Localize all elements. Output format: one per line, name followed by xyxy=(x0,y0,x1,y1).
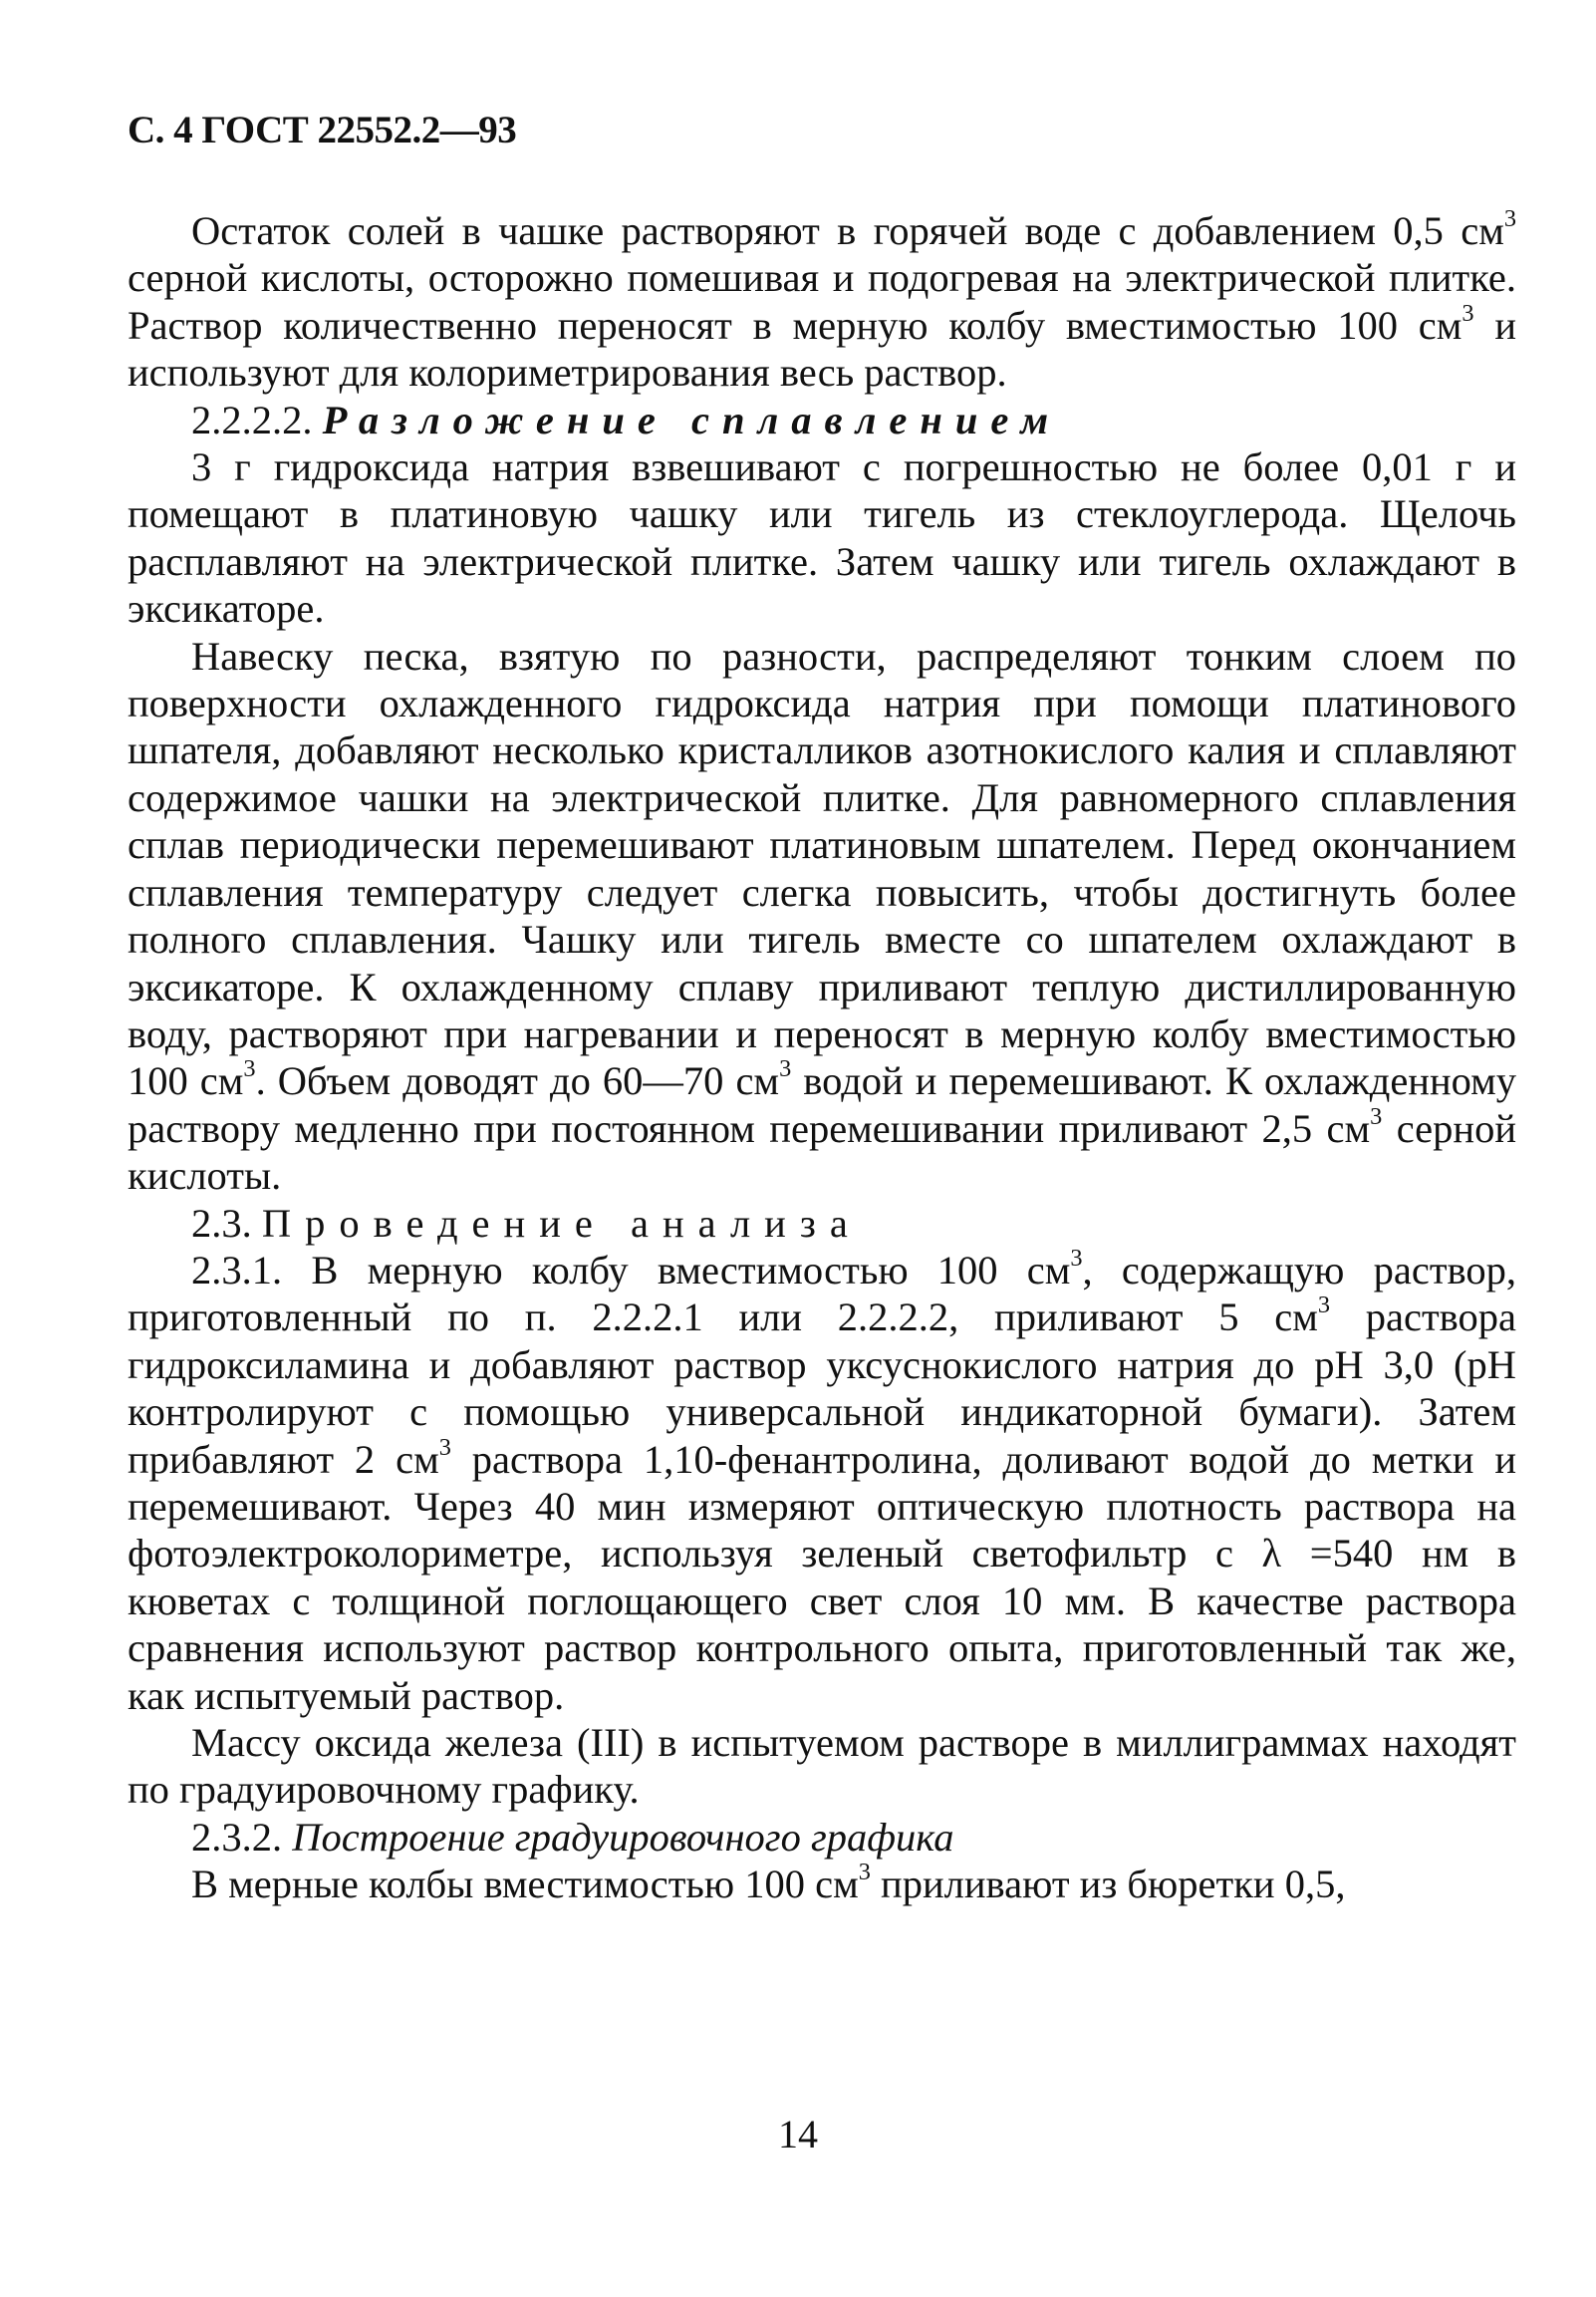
section-title-analysis: Проведение анализа xyxy=(261,1200,862,1246)
paragraph-volumetric-flasks: В мерные колбы вместимостью 100 $см^3$ приливают из бюретки 0,5, xyxy=(191,1859,1346,1907)
section-heading-2-3-2: 2.3.2. Построение градуировочного графика xyxy=(191,1814,954,1860)
paragraph-2-3-1: 2.3.1. В мерную колбу вместимостью 100 $см^3$, содержащую раствор, приготовленный по п. 2.2.2.1 или 2.2.2.2, приливают 5 $см^3$ раствора гидроксиламина и добавляют раствор уксуснокислого натрия до pH 3,0 (pH контролируют с помощью универсальной индикаторной бумаги). Затем прибавляют 2 $см^3$ раствора 1,10-фенантролина, доливают водой до метки и перемешивают. Через 40 мин измеряют оптическую плотность раствора на фотоэлектроколориметре, используя зеленый светофильтр с λ =540 нм в кюветах с толщиной поглощающего свет слоя 10 мм. В качестве раствора сравнения используют раствор контрольного опыта, приготовленный так же, как испытуемый раствор. xyxy=(128,1244,1516,1718)
section-title-calibration: Построение градуировочного графика xyxy=(292,1814,954,1860)
body-text xyxy=(128,204,1517,1908)
section-heading-2-2-2-2: 2.2.2.2. Разложение сплавлением xyxy=(191,397,1062,442)
paragraph-salt-residue: Остаток солей в чашке растворяют в горячей воде с добавлением 0,5 $см^3$ серной кислоты, осторожно помешивая и подогревая на электрической плитке. Раствор количественно переносят в мерную колбу вместимостью 100 $см^3$ и используют для колориметрирования весь раствор. xyxy=(128,204,1516,396)
paragraph-sand-sample: Навеску песка, взятую по разности, распределяют тонким слоем по поверхности охлажденного гидроксида натрия при помощи платинового шпателя, добавляют несколько кристалликов азотнокислого калия и сплавляют содержимое чашки на электрической плитке. Для равномерного сплавления сплав периодически перемешивают платиновым шпателем. Перед окончанием сплавления температуру следует слегка повысить, чтобы достигнуть более полного сплавления. Чашку или тигель вместе со шпателем охлаждают в эксикаторе. К охлажденному сплаву приливают теплую дистиллированную воду, растворяют при нагревании и переносят в мерную колбу вместимостью 100 $см^3$. Объем доводят до 60—70 $см^3$ водой и перемешивают. К охлажденному раствору медленно при постоянном перемешивании приливают 2,5 $см^3$ серной кислоты. xyxy=(128,633,1517,1199)
paragraph-sodium-hydroxide: 3 г гидроксида натрия взвешивают с погрешностью не более 0,01 г и помещают в платиновую чашку или тигель из стеклоуглерода. Щелочь расплавляют на электрической плитке. Затем чашку или тигель охлаждают в эксикаторе. xyxy=(128,444,1516,632)
section-heading-2-3: 2.3. Проведение анализа xyxy=(191,1200,862,1246)
page-header: С. 4 ГОСТ 22552.2—93 xyxy=(128,109,517,151)
section-title-fusion: Разложение сплавлением xyxy=(322,397,1062,442)
page-number: 14 xyxy=(778,2112,818,2156)
paragraph-iron-oxide-mass: Массу оксида железа (III) в испытуемом растворе в миллиграммах находят по градуировочному графику. xyxy=(128,1720,1516,1813)
